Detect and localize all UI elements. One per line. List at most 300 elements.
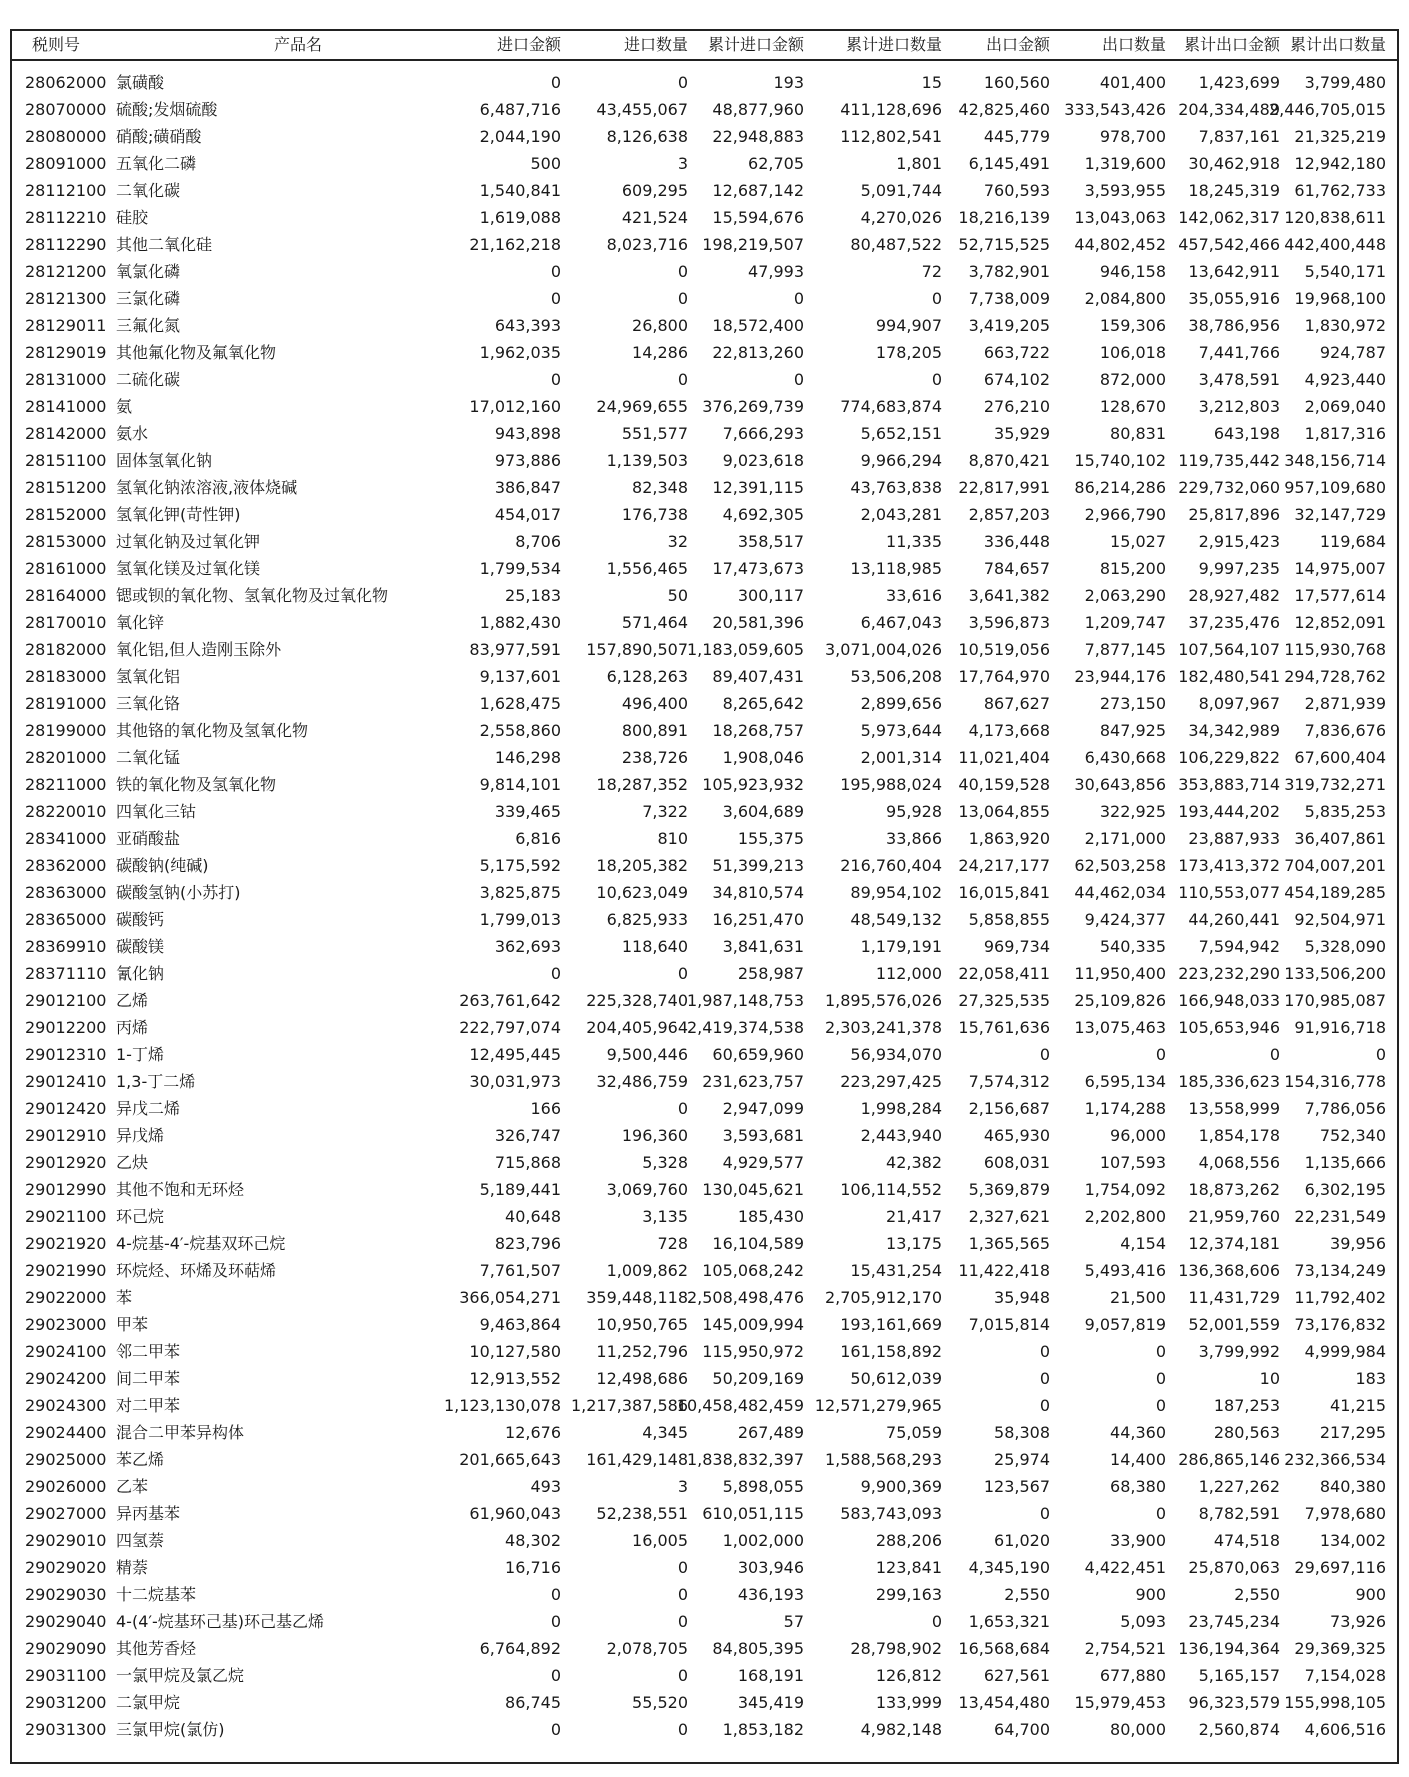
cumulative-import-value-cell: 193 (773, 73, 804, 92)
cumulative-import-quantity-cell: 0 (931, 370, 942, 389)
tariff-code-cell: 28211000 (25, 775, 107, 794)
cumulative-import-value-cell: 303,946 (737, 1558, 804, 1577)
export-quantity-cell: 6,430,668 (1084, 748, 1166, 767)
export-value-cell: 1,653,321 (968, 1612, 1050, 1631)
export-quantity-cell: 128,670 (1099, 397, 1166, 416)
cumulative-export-value-cell: 18,873,262 (1188, 1180, 1280, 1199)
cumulative-import-value-cell: 3,593,681 (722, 1126, 804, 1145)
export-quantity-cell: 0 (1155, 1396, 1166, 1415)
cumulative-export-quantity-cell: 120,838,611 (1284, 208, 1386, 227)
export-value-cell: 52,715,525 (958, 235, 1050, 254)
import-quantity-cell: 0 (677, 1612, 688, 1631)
table-row (12, 987, 1397, 1014)
import-quantity-cell: 0 (677, 289, 688, 308)
import-value-cell: 362,693 (494, 937, 561, 956)
table-row (12, 1149, 1397, 1176)
import-value-cell: 21,162,218 (469, 235, 561, 254)
cumulative-export-value-cell: 37,235,476 (1188, 613, 1280, 632)
cumulative-import-quantity-cell: 12,571,279,965 (814, 1396, 942, 1415)
import-quantity-cell: 1,556,465 (606, 559, 688, 578)
cumulative-import-quantity-cell: 223,297,425 (840, 1072, 942, 1091)
header-cumulative-export-value: 累计出口金额 (1183, 35, 1280, 54)
export-value-cell: 7,738,009 (968, 289, 1050, 308)
cumulative-export-quantity-cell: 924,787 (1319, 343, 1386, 362)
table-row (12, 474, 1397, 501)
cumulative-import-value-cell: 1,908,046 (722, 748, 804, 767)
cumulative-export-quantity-cell: 115,930,768 (1284, 640, 1386, 659)
import-value-cell: 12,676 (505, 1423, 561, 1442)
table-row (12, 663, 1397, 690)
cumulative-export-quantity-cell: 957,109,680 (1284, 478, 1386, 497)
import-quantity-cell: 421,524 (621, 208, 688, 227)
cumulative-export-quantity-cell: 4,923,440 (1304, 370, 1386, 389)
export-value-cell: 2,156,687 (968, 1099, 1050, 1118)
cumulative-export-value-cell: 119,735,442 (1178, 451, 1280, 470)
export-quantity-cell: 847,925 (1099, 721, 1166, 740)
export-quantity-cell: 2,202,800 (1084, 1207, 1166, 1226)
import-quantity-cell: 6,128,263 (606, 667, 688, 686)
cumulative-import-value-cell: 345,419 (737, 1693, 804, 1712)
product-name-cell: 4-(4′-烷基环己基)环己基乙烯 (116, 1612, 325, 1631)
import-quantity-cell: 10,623,049 (596, 883, 688, 902)
cumulative-export-quantity-cell: 7,978,680 (1304, 1504, 1386, 1523)
import-value-cell: 6,816 (515, 829, 561, 848)
tariff-code-cell: 28080000 (25, 127, 107, 146)
cumulative-export-quantity-cell: 840,380 (1319, 1477, 1386, 1496)
import-value-cell: 5,189,441 (479, 1180, 561, 1199)
cumulative-import-value-cell: 300,117 (737, 586, 804, 605)
export-value-cell: 24,217,177 (958, 856, 1050, 875)
cumulative-export-value-cell: 3,478,591 (1198, 370, 1280, 389)
import-quantity-cell: 0 (677, 1099, 688, 1118)
cumulative-import-value-cell: 145,009,994 (702, 1315, 804, 1334)
cumulative-import-quantity-cell: 216,760,404 (840, 856, 942, 875)
cumulative-import-quantity-cell: 9,900,369 (860, 1477, 942, 1496)
tariff-code-cell: 28142000 (25, 424, 107, 443)
export-quantity-cell: 946,158 (1099, 262, 1166, 281)
table-row (12, 960, 1397, 987)
cumulative-import-value-cell: 1,183,059,605 (686, 640, 804, 659)
cumulative-import-value-cell: 17,473,673 (712, 559, 804, 578)
table-row (12, 96, 1397, 123)
import-quantity-cell: 728 (657, 1234, 688, 1253)
import-value-cell: 86,745 (505, 1693, 561, 1712)
export-quantity-cell: 2,754,521 (1084, 1639, 1166, 1658)
import-quantity-cell: 551,577 (621, 424, 688, 443)
cumulative-export-value-cell: 4,068,556 (1198, 1153, 1280, 1172)
export-quantity-cell: 7,877,145 (1084, 640, 1166, 659)
cumulative-import-quantity-cell: 5,973,644 (860, 721, 942, 740)
cumulative-export-value-cell: 13,642,911 (1188, 262, 1280, 281)
tariff-code-cell: 29029020 (25, 1558, 107, 1577)
cumulative-export-value-cell: 204,334,489 (1178, 100, 1280, 119)
import-quantity-cell: 157,890,507 (586, 640, 688, 659)
cumulative-export-quantity-cell: 170,985,087 (1284, 991, 1386, 1010)
import-quantity-cell: 10,950,765 (596, 1315, 688, 1334)
import-quantity-cell: 571,464 (621, 613, 688, 632)
product-name-cell: 其他芳香烃 (116, 1639, 197, 1658)
cumulative-export-value-cell: 23,745,234 (1188, 1612, 1280, 1631)
cumulative-import-value-cell: 20,581,396 (712, 613, 804, 632)
tariff-code-cell: 29012990 (25, 1180, 107, 1199)
tariff-code-cell: 29031100 (25, 1666, 107, 1685)
import-value-cell: 643,393 (494, 316, 561, 335)
header-product-name: 产品名 (274, 35, 323, 54)
cumulative-export-value-cell: 185,336,623 (1178, 1072, 1280, 1091)
cumulative-export-quantity-cell: 36,407,861 (1294, 829, 1386, 848)
export-value-cell: 42,825,460 (958, 100, 1050, 119)
import-value-cell: 0 (550, 262, 561, 281)
cumulative-import-quantity-cell: 3,071,004,026 (824, 640, 942, 659)
table-row (12, 150, 1397, 177)
export-quantity-cell: 273,150 (1099, 694, 1166, 713)
cumulative-export-quantity-cell: 232,366,534 (1284, 1450, 1386, 1469)
cumulative-export-quantity-cell: 29,697,116 (1294, 1558, 1386, 1577)
cumulative-import-quantity-cell: 123,841 (875, 1558, 942, 1577)
product-name-cell: 氢氧化钾(苛性钾) (116, 505, 241, 524)
header-cumulative-import-value: 累计进口金额 (707, 35, 804, 54)
export-quantity-cell: 14,400 (1110, 1450, 1166, 1469)
product-name-cell: 铁的氧化物及氢氧化物 (116, 775, 277, 794)
cumulative-import-quantity-cell: 95,928 (886, 802, 942, 821)
cumulative-export-quantity-cell: 67,600,404 (1294, 748, 1386, 767)
cumulative-import-value-cell: 358,517 (737, 532, 804, 551)
cumulative-import-value-cell: 0 (793, 370, 804, 389)
table-row (12, 1041, 1397, 1068)
import-value-cell: 9,137,601 (479, 667, 561, 686)
import-value-cell: 823,796 (494, 1234, 561, 1253)
export-quantity-cell: 872,000 (1099, 370, 1166, 389)
header-cumulative-export-quantity: 累计出口数量 (1289, 35, 1386, 54)
import-value-cell: 30,031,973 (469, 1072, 561, 1091)
table-row (12, 393, 1397, 420)
table-row (12, 582, 1397, 609)
cumulative-export-value-cell: 173,413,372 (1178, 856, 1280, 875)
table-row (12, 285, 1397, 312)
table-row (12, 1365, 1397, 1392)
import-quantity-cell: 800,891 (621, 721, 688, 740)
import-quantity-cell: 18,287,352 (596, 775, 688, 794)
tariff-code-cell: 29012420 (25, 1099, 107, 1118)
import-value-cell: 500 (530, 154, 561, 173)
export-quantity-cell: 2,171,000 (1084, 829, 1166, 848)
cumulative-import-quantity-cell: 75,059 (886, 1423, 942, 1442)
cumulative-export-quantity-cell: 1,830,972 (1304, 316, 1386, 335)
cumulative-export-value-cell: 229,732,060 (1178, 478, 1280, 497)
import-value-cell: 2,044,190 (479, 127, 561, 146)
import-value-cell: 1,799,013 (479, 910, 561, 929)
product-name-cell: 乙苯 (116, 1477, 149, 1496)
cumulative-import-quantity-cell: 994,907 (875, 316, 942, 335)
cumulative-import-value-cell: 60,659,960 (712, 1045, 804, 1064)
import-value-cell: 12,495,445 (469, 1045, 561, 1064)
tariff-code-cell: 29023000 (25, 1315, 107, 1334)
cumulative-export-value-cell: 52,001,559 (1188, 1315, 1280, 1334)
tariff-code-cell: 29029010 (25, 1531, 107, 1550)
product-name-cell: 乙炔 (116, 1153, 149, 1172)
table-row (12, 1068, 1397, 1095)
cumulative-import-quantity-cell: 193,161,669 (840, 1315, 942, 1334)
import-value-cell: 6,487,716 (479, 100, 561, 119)
cumulative-export-value-cell: 457,542,466 (1178, 235, 1280, 254)
tariff-code-cell: 28161000 (25, 559, 107, 578)
cumulative-import-quantity-cell: 583,743,093 (840, 1504, 942, 1523)
cumulative-export-value-cell: 35,055,916 (1188, 289, 1280, 308)
export-value-cell: 2,857,203 (968, 505, 1050, 524)
cumulative-export-value-cell: 223,232,290 (1178, 964, 1280, 983)
table-row (12, 906, 1397, 933)
cumulative-export-quantity-cell: 7,786,056 (1304, 1099, 1386, 1118)
cumulative-export-value-cell: 110,553,077 (1178, 883, 1280, 902)
product-name-cell: 环烷烃、环烯及环萜烯 (116, 1261, 277, 1280)
import-quantity-cell: 16,005 (632, 1531, 688, 1550)
cumulative-import-quantity-cell: 13,118,985 (850, 559, 942, 578)
import-value-cell: 16,716 (505, 1558, 561, 1577)
cumulative-export-quantity-cell: 1,817,316 (1304, 424, 1386, 443)
export-quantity-cell: 80,831 (1110, 424, 1166, 443)
tariff-code-cell: 28129011 (25, 316, 107, 335)
cumulative-import-value-cell: 57 (783, 1612, 804, 1631)
product-name-cell: 苯 (116, 1288, 133, 1307)
cumulative-import-value-cell: 47,993 (748, 262, 804, 281)
table-row (12, 1257, 1397, 1284)
cumulative-export-quantity-cell: 442,400,448 (1284, 235, 1386, 254)
header-export-value: 出口金额 (985, 35, 1050, 54)
table-row (12, 1311, 1397, 1338)
product-name-cell: 其他二氧化硅 (116, 235, 213, 254)
table-row (12, 1716, 1397, 1743)
cumulative-export-quantity-cell: 7,836,676 (1304, 721, 1386, 740)
import-quantity-cell: 609,295 (621, 181, 688, 200)
tariff-code-cell: 29029040 (25, 1612, 107, 1631)
import-value-cell: 263,761,642 (459, 991, 561, 1010)
table-row (12, 1473, 1397, 1500)
import-quantity-cell: 11,252,796 (596, 1342, 688, 1361)
export-value-cell: 17,764,970 (958, 667, 1050, 686)
import-value-cell: 9,463,864 (479, 1315, 561, 1334)
tariff-code-cell: 28182000 (25, 640, 107, 659)
product-name-cell: 二氯甲烷 (116, 1693, 181, 1712)
cumulative-export-value-cell: 7,837,161 (1198, 127, 1280, 146)
cumulative-export-value-cell: 12,374,181 (1188, 1234, 1280, 1253)
export-quantity-cell: 159,306 (1099, 316, 1166, 335)
import-quantity-cell: 43,455,067 (596, 100, 688, 119)
export-value-cell: 867,627 (983, 694, 1050, 713)
product-name-cell: 碳酸氢钠(小苏打) (116, 883, 241, 902)
export-quantity-cell: 1,319,600 (1084, 154, 1166, 173)
cumulative-export-quantity-cell: 12,942,180 (1294, 154, 1386, 173)
export-value-cell: 22,058,411 (958, 964, 1050, 983)
table-row (12, 366, 1397, 393)
cumulative-import-value-cell: 10,458,482,459 (676, 1396, 804, 1415)
export-quantity-cell: 322,925 (1099, 802, 1166, 821)
cumulative-import-value-cell: 1,853,182 (722, 1720, 804, 1739)
cumulative-import-value-cell: 2,419,374,538 (686, 1018, 804, 1037)
import-quantity-cell: 0 (677, 1720, 688, 1739)
header-export-quantity: 出口数量 (1101, 35, 1166, 54)
cumulative-export-value-cell: 8,097,967 (1198, 694, 1280, 713)
import-value-cell: 1,619,088 (479, 208, 561, 227)
cumulative-export-value-cell: 105,653,946 (1178, 1018, 1280, 1037)
cumulative-export-quantity-cell: 154,316,778 (1284, 1072, 1386, 1091)
import-value-cell: 1,962,035 (479, 343, 561, 362)
export-quantity-cell: 401,400 (1099, 73, 1166, 92)
cumulative-export-value-cell: 7,594,942 (1198, 937, 1280, 956)
tariff-code-cell: 29027000 (25, 1504, 107, 1523)
cumulative-import-value-cell: 185,430 (737, 1207, 804, 1226)
cumulative-export-quantity-cell: 5,540,171 (1304, 262, 1386, 281)
cumulative-export-quantity-cell: 0 (1375, 1045, 1386, 1064)
import-quantity-cell: 26,800 (632, 316, 688, 335)
import-value-cell: 386,847 (494, 478, 561, 497)
cumulative-import-value-cell: 4,929,577 (722, 1153, 804, 1172)
product-name-cell: 二氧化锰 (116, 748, 181, 767)
import-quantity-cell: 12,498,686 (596, 1369, 688, 1388)
product-name-cell: 碳酸钙 (116, 910, 165, 929)
export-quantity-cell: 33,900 (1110, 1531, 1166, 1550)
cumulative-export-quantity-cell: 2,871,939 (1304, 694, 1386, 713)
export-value-cell: 13,454,480 (958, 1693, 1050, 1712)
table-row (12, 339, 1397, 366)
product-name-cell: 硫酸;发烟硫酸 (116, 100, 218, 119)
product-name-cell: 三氧化铬 (116, 694, 181, 713)
import-value-cell: 1,540,841 (479, 181, 561, 200)
cumulative-import-value-cell: 105,923,932 (702, 775, 804, 794)
table-row (12, 555, 1397, 582)
export-value-cell: 35,929 (994, 424, 1050, 443)
tariff-code-cell: 29021990 (25, 1261, 107, 1280)
export-quantity-cell: 0 (1155, 1369, 1166, 1388)
import-value-cell: 12,913,552 (469, 1369, 561, 1388)
cumulative-import-quantity-cell: 112,802,541 (840, 127, 942, 146)
export-value-cell: 663,722 (983, 343, 1050, 362)
cumulative-export-value-cell: 28,927,482 (1188, 586, 1280, 605)
import-value-cell: 8,706 (515, 532, 561, 551)
cumulative-export-value-cell: 136,194,364 (1178, 1639, 1280, 1658)
export-quantity-cell: 21,500 (1110, 1288, 1166, 1307)
export-quantity-cell: 13,043,063 (1074, 208, 1166, 227)
product-name-cell: 一氯甲烷及氯乙烷 (116, 1666, 245, 1685)
tariff-code-cell: 28121300 (25, 289, 107, 308)
cumulative-import-quantity-cell: 126,812 (875, 1666, 942, 1685)
cumulative-import-quantity-cell: 72 (921, 262, 942, 281)
export-quantity-cell: 2,966,790 (1084, 505, 1166, 524)
cumulative-export-quantity-cell: 155,998,105 (1284, 1693, 1386, 1712)
product-name-cell: 1,3-丁二烯 (116, 1072, 196, 1091)
cumulative-export-value-cell: 30,462,918 (1188, 154, 1280, 173)
export-value-cell: 7,015,814 (968, 1315, 1050, 1334)
table-row (12, 852, 1397, 879)
product-name-cell: 氧氯化磷 (116, 262, 181, 281)
import-value-cell: 201,665,643 (459, 1450, 561, 1469)
export-value-cell: 674,102 (983, 370, 1050, 389)
export-quantity-cell: 13,075,463 (1074, 1018, 1166, 1037)
cumulative-import-value-cell: 376,269,739 (702, 397, 804, 416)
cumulative-import-value-cell: 105,068,242 (702, 1261, 804, 1280)
export-value-cell: 4,173,668 (968, 721, 1050, 740)
cumulative-import-value-cell: 610,051,115 (702, 1504, 804, 1523)
import-value-cell: 9,814,101 (479, 775, 561, 794)
cumulative-import-quantity-cell: 33,616 (886, 586, 942, 605)
import-quantity-cell: 50 (667, 586, 688, 605)
table-row (12, 312, 1397, 339)
export-value-cell: 27,325,535 (958, 991, 1050, 1010)
export-quantity-cell: 333,543,426 (1064, 100, 1166, 119)
product-name-cell: 十二烷基苯 (116, 1585, 197, 1604)
import-quantity-cell: 196,360 (621, 1126, 688, 1145)
cumulative-export-value-cell: 474,518 (1213, 1531, 1280, 1550)
product-name-cell: 异丙基苯 (116, 1504, 181, 1523)
product-name-cell: 其他铬的氧化物及氢氧化物 (116, 721, 309, 740)
export-quantity-cell: 1,174,288 (1084, 1099, 1166, 1118)
tariff-code-cell: 28201000 (25, 748, 107, 767)
cumulative-import-value-cell: 1,838,832,397 (686, 1450, 804, 1469)
cumulative-export-quantity-cell: 900 (1355, 1585, 1386, 1604)
export-quantity-cell: 2,084,800 (1084, 289, 1166, 308)
table-row (12, 933, 1397, 960)
import-quantity-cell: 55,520 (632, 1693, 688, 1712)
import-quantity-cell: 118,640 (621, 937, 688, 956)
tariff-code-cell: 28362000 (25, 856, 107, 875)
import-value-cell: 0 (550, 964, 561, 983)
export-quantity-cell: 2,063,290 (1084, 586, 1166, 605)
cumulative-import-quantity-cell: 1,179,191 (860, 937, 942, 956)
export-value-cell: 969,734 (983, 937, 1050, 956)
cumulative-export-value-cell: 182,480,541 (1178, 667, 1280, 686)
cumulative-export-quantity-cell: 91,916,718 (1294, 1018, 1386, 1037)
product-name-cell: 邻二甲苯 (116, 1342, 181, 1361)
tariff-code-cell: 29029090 (25, 1639, 107, 1658)
export-value-cell: 18,216,139 (958, 208, 1050, 227)
cumulative-import-quantity-cell: 5,091,744 (860, 181, 942, 200)
export-quantity-cell: 540,335 (1099, 937, 1166, 956)
cumulative-export-value-cell: 193,444,202 (1178, 802, 1280, 821)
export-quantity-cell: 1,754,092 (1084, 1180, 1166, 1199)
cumulative-import-quantity-cell: 178,205 (875, 343, 942, 362)
cumulative-import-value-cell: 8,265,642 (722, 694, 804, 713)
tariff-code-cell: 29012910 (25, 1126, 107, 1145)
tariff-code-cell: 28141000 (25, 397, 107, 416)
cumulative-export-quantity-cell: 39,956 (1330, 1234, 1386, 1253)
tariff-code-cell: 28371110 (25, 964, 107, 983)
table-row (12, 744, 1397, 771)
tariff-code-cell: 29021920 (25, 1234, 107, 1253)
cumulative-export-value-cell: 44,260,441 (1188, 910, 1280, 929)
cumulative-import-value-cell: 5,898,055 (722, 1477, 804, 1496)
cumulative-export-quantity-cell: 32,147,729 (1294, 505, 1386, 524)
export-value-cell: 1,863,920 (968, 829, 1050, 848)
import-quantity-cell: 7,322 (642, 802, 688, 821)
cumulative-import-value-cell: 18,572,400 (712, 316, 804, 335)
tariff-code-cell: 28153000 (25, 532, 107, 551)
export-quantity-cell: 4,422,451 (1084, 1558, 1166, 1577)
cumulative-import-quantity-cell: 48,549,132 (850, 910, 942, 929)
cumulative-export-value-cell: 136,368,606 (1178, 1261, 1280, 1280)
table-row (12, 1203, 1397, 1230)
cumulative-import-value-cell: 12,687,142 (712, 181, 804, 200)
import-value-cell: 25,183 (505, 586, 561, 605)
product-name-cell: 二氧化碳 (116, 181, 181, 200)
header-import-value: 进口金额 (496, 35, 561, 54)
cumulative-export-value-cell: 1,423,699 (1198, 73, 1280, 92)
cumulative-import-value-cell: 1,987,148,753 (686, 991, 804, 1010)
table-row (12, 501, 1397, 528)
cumulative-import-quantity-cell: 112,000 (875, 964, 942, 983)
import-value-cell: 0 (550, 1666, 561, 1685)
cumulative-import-value-cell: 168,191 (737, 1666, 804, 1685)
cumulative-import-value-cell: 48,877,960 (712, 100, 804, 119)
export-quantity-cell: 9,424,377 (1084, 910, 1166, 929)
